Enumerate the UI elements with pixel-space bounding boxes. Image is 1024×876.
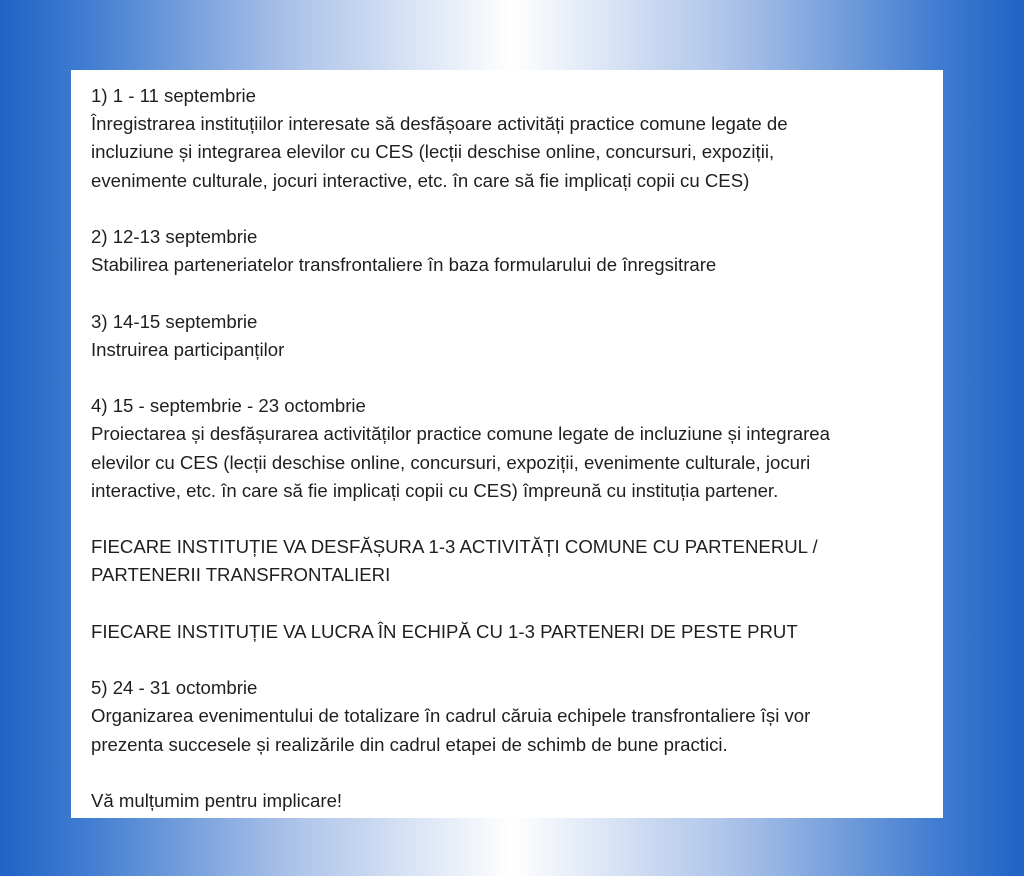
closing-thanks bbox=[91, 787, 923, 815]
stage-5-date: 5) 24 - 31 octombrie bbox=[91, 677, 258, 699]
stage-1-text-line: incluziune și integrarea elevilor cu CES (lecții deschise online, concursuri, expoziții, bbox=[91, 141, 775, 163]
notice-activities-line: FIECARE INSTITUȚIE VA DESFĂȘURA 1-3 ACTIVITĂȚI COMUNE CU PARTENERUL / bbox=[91, 536, 818, 558]
stage-5 bbox=[91, 674, 923, 759]
stage-1-date: 1) 1 - 11 septembrie bbox=[91, 85, 257, 106]
notice-activities-line: PARTENERII TRANSFRONTALIERI bbox=[91, 564, 391, 586]
stage-4 bbox=[91, 392, 923, 505]
stage-2-date: 2) 12-13 septembrie bbox=[91, 226, 258, 247]
closing-thanks-line: Vă mulțumim pentru implicare! bbox=[91, 789, 343, 811]
notice-team bbox=[91, 618, 923, 646]
stage-5-text-line: Organizarea evenimentului de totalizare în cadrul căruia echipele transfrontaliere își vor bbox=[91, 705, 811, 727]
stage-3-text-line: Instruirea participanților bbox=[91, 338, 285, 360]
stage-2-text-line: Stabilirea parteneriatelor transfrontaliere în baza formularului de înregsitrare bbox=[91, 254, 717, 276]
stage-4-text-line: Proiectarea și desfășurarea activităților practice comune legate de incluziune și integrarea bbox=[91, 423, 830, 445]
stage-4-date: 4) 15 - septembrie - 23 octombrie bbox=[91, 395, 366, 417]
stage-4-text-line: interactive, etc. în care să fie implicați copii cu CES) împreună cu instituția partener. bbox=[91, 479, 779, 501]
stage-1-text-line: Înregistrarea instituțiilor interesate să desfășoare activități practice comune legate de bbox=[91, 113, 788, 135]
announcement-card bbox=[71, 70, 943, 818]
stage-4-text-line: elevilor cu CES (lecții deschise online, concursuri, expoziții, evenimente culturale, jocuri bbox=[91, 451, 811, 473]
stage-3-date: 3) 14-15 septembrie bbox=[91, 310, 258, 332]
stage-3 bbox=[91, 308, 923, 364]
stage-1-text-line: evenimente culturale, jocuri interactive, etc. în care să fie implicați copii cu CES) bbox=[91, 169, 750, 191]
notice-activities bbox=[91, 533, 923, 589]
stage-1 bbox=[91, 82, 923, 195]
notice-team-line: FIECARE INSTITUȚIE VA LUCRA ÎN ECHIPĂ CU 1-3 PARTENERI DE PESTE PRUT bbox=[91, 620, 798, 642]
stage-2 bbox=[91, 223, 923, 279]
stage-5-text-line: prezenta succesele și realizările din cadrul etapei de schimb de bune practici. bbox=[91, 733, 728, 755]
